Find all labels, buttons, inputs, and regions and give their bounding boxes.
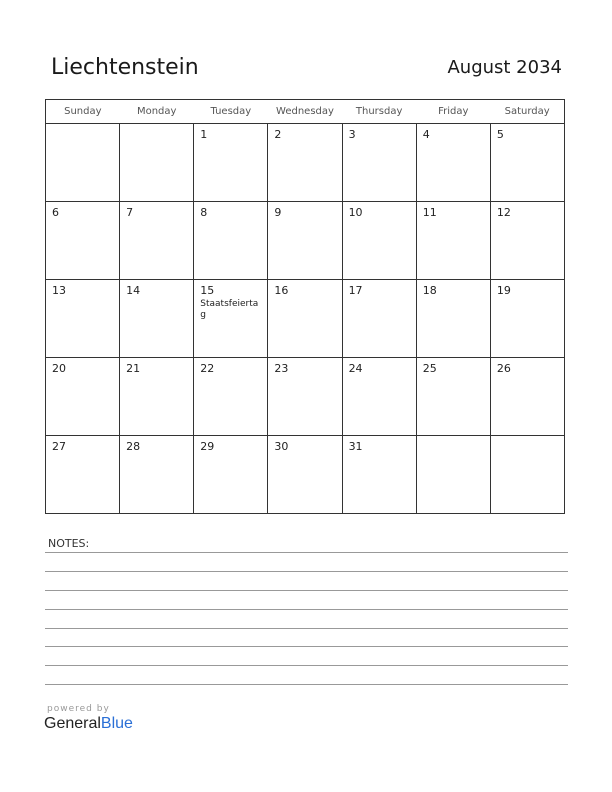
calendar-day-cell [46,202,120,280]
notes-line [45,646,568,647]
day-number: 22 [200,362,215,375]
weekday-header: Wednesday [268,100,342,124]
notes-line [45,571,568,572]
day-number: 20 [52,362,66,375]
holiday-label: Staatsfeiertag [200,299,259,320]
day-number [46,124,119,128]
calendar-day-cell [342,280,416,358]
calendar-day-cell [268,436,342,514]
calendar-day-cell [194,436,268,514]
calendar-day-cell [46,358,120,436]
notes-line [45,609,568,610]
calendar-country-title: Liechtenstein [51,55,199,80]
calendar-day-cell [490,280,564,358]
day-number: 9 [274,206,282,219]
day-number [417,436,490,440]
calendar-day-cell [342,358,416,436]
notes-line [45,665,568,666]
calendar-day-cell [268,202,342,280]
weekday-header: Thursday [342,100,416,124]
day-number: 31 [348,440,363,453]
day-number [120,124,193,128]
day-number: 10 [348,206,363,219]
calendar-day-cell [268,358,342,436]
weekday-header-row [46,100,565,124]
day-number: 2 [274,128,282,141]
calendar-day-cell [490,124,564,202]
day-number: 12 [496,206,511,219]
calendar-week-row [46,358,565,436]
calendar-day-cell [268,280,342,358]
calendar-day-cell [490,436,564,514]
calendar-day-cell [46,436,120,514]
day-number: 7 [126,206,134,219]
day-number: 30 [274,440,289,453]
weekday-header: Monday [120,100,194,124]
calendar-day-cell [194,280,268,358]
day-number: 28 [126,440,141,453]
weekday-header: Tuesday [194,100,268,124]
calendar-day-cell [490,202,564,280]
brand-logo [44,704,133,733]
calendar-day-cell [46,124,120,202]
calendar-grid [45,99,565,514]
calendar-week-row [46,436,565,514]
calendar-day-cell [416,202,490,280]
day-number: 18 [422,284,437,297]
day-number: 23 [274,362,289,375]
day-number: 15 [200,284,215,297]
weekday-header: Saturday [490,100,564,124]
day-number: 1 [200,128,208,141]
day-number: 8 [200,206,208,219]
calendar-day-cell [194,358,268,436]
notes-line [45,628,568,629]
calendar-day-cell [342,124,416,202]
calendar-day-cell [120,202,194,280]
day-number: 14 [126,284,141,297]
day-number: 21 [126,362,141,375]
calendar-week-row [46,202,565,280]
calendar-day-cell [120,124,194,202]
day-number: 13 [52,284,66,297]
day-number: 4 [422,128,430,141]
day-number: 5 [496,128,504,141]
calendar-day-cell [120,280,194,358]
day-number: 17 [348,284,363,297]
weekday-header: Sunday [46,100,120,124]
calendar-day-cell [416,280,490,358]
calendar-day-cell [194,202,268,280]
calendar-day-cell [342,436,416,514]
day-number: 24 [348,362,363,375]
day-number: 11 [422,206,437,219]
notes-label: NOTES: [48,537,90,550]
day-number: 27 [52,440,66,453]
calendar-week-row [46,280,565,358]
calendar-day-cell [342,202,416,280]
calendar-day-cell [268,124,342,202]
calendar-day-cell [490,358,564,436]
day-number [491,436,564,440]
day-number: 19 [496,284,511,297]
brand-name-part2: Blue [100,715,133,732]
powered-by-text: powered by [47,704,110,714]
brand-name [44,715,133,733]
calendar-day-cell [416,358,490,436]
calendar-day-cell [120,358,194,436]
brand-name-part1: General [44,715,101,732]
calendar-day-cell [46,280,120,358]
day-number: 25 [422,362,437,375]
calendar-day-cell [194,124,268,202]
weekday-header: Friday [416,100,490,124]
notes-line [45,590,568,591]
calendar-day-cell [416,124,490,202]
day-number: 29 [200,440,215,453]
day-number: 6 [52,206,59,219]
day-number: 3 [348,128,356,141]
day-number: 16 [274,284,289,297]
notes-line [45,552,568,553]
calendar-month-title: August 2034 [447,57,562,78]
calendar-week-row [46,124,565,202]
calendar-day-cell [416,436,490,514]
notes-line [45,684,568,685]
day-number: 26 [496,362,511,375]
calendar-day-cell [120,436,194,514]
